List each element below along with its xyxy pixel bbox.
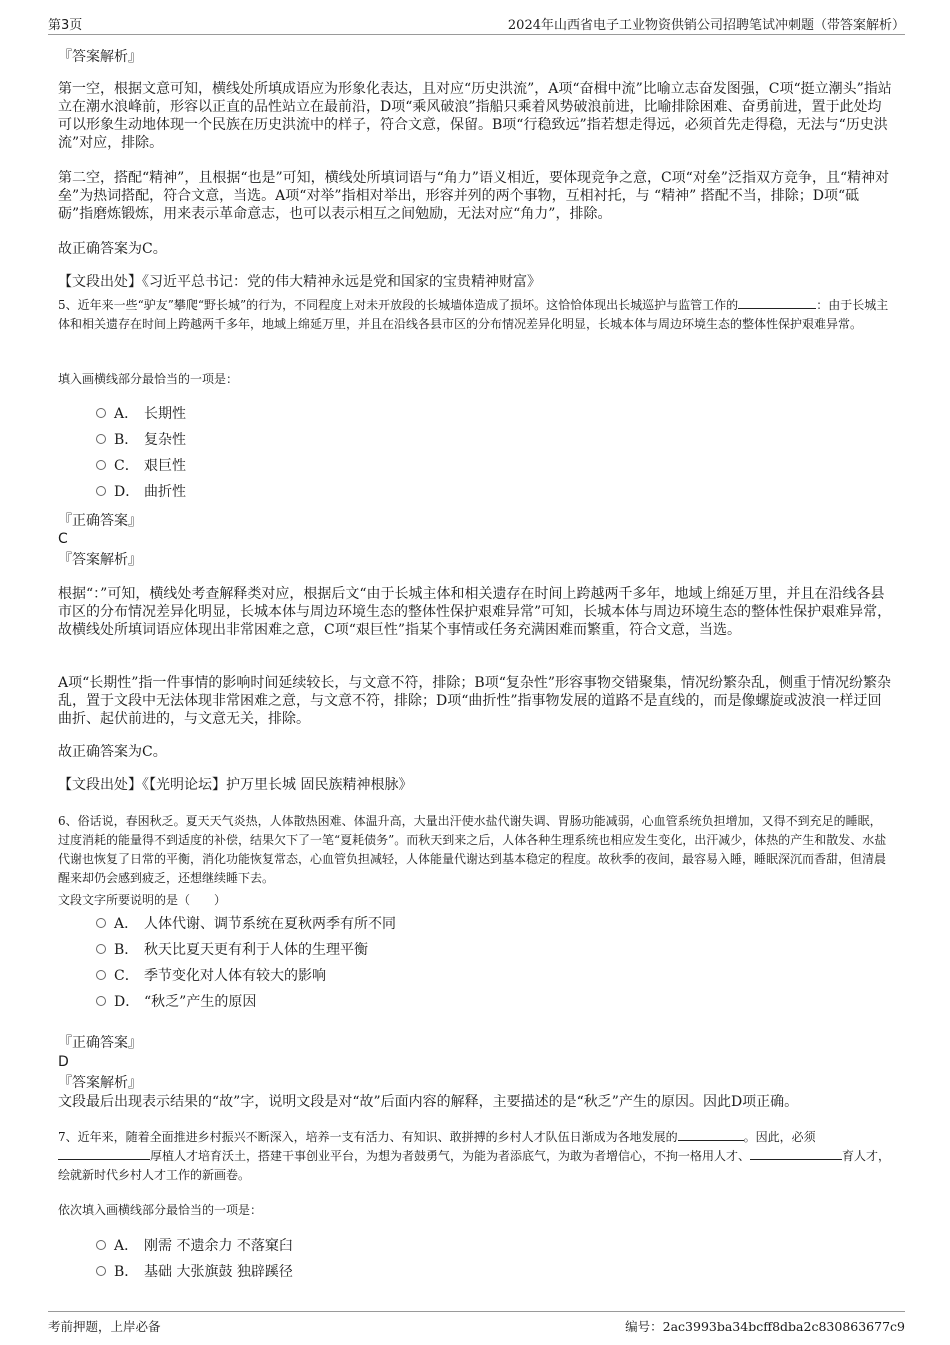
q6-answer: D: [58, 1054, 69, 1070]
radio-icon[interactable]: [96, 1240, 106, 1250]
q7-blank-2: [58, 1147, 150, 1160]
q7-stem-part: 7、近年来，随着全面推进乡村振兴不断深入，培养一支有活力、有知识、敢拼搏的乡村人才队伍日渐成为各地发展的: [58, 1130, 678, 1144]
page-number: 第3页: [48, 18, 83, 33]
q5-analysis-para1: 根据“：”可知，横线处考查解释类对应，根据后文“由于长城主体和相关遗存在时间上跨越两千多年，地域上绵延万里，并且在沿线各县市区的分布情况差异化明显，长城本体与周边环境生态的整体性保护艰难异常”可知，长城本体与周边环境生态的整体性保护艰难异常，故横线处所填词语应体现出非常困难之意，C项“艰巨性”指某个事情或任务充满困难而繁重，符合文意，当选。: [58, 586, 892, 638]
footer-serial: 编号：2ac3993ba34bcff8dba2c830863677c9: [625, 1319, 905, 1334]
q7-stem-part: 。因此，必须: [743, 1130, 816, 1144]
q5-stem-text-after: ：由于长城主体和相关遗存在时间上跨越两千多年，地域上绵延万里，并且在沿线各县市区的分布情况差异化明显，长城本体与周边环境生态的整体性保护艰难异常。: [58, 298, 889, 331]
radio-icon[interactable]: [96, 918, 106, 928]
q4-analysis-para1: 第一空，根据文意可知，横线处所填成语应为形象化表达，且对应“历史洪流”，A项“奋楫中流”比喻立志奋发图强，C项“挺立潮头”指站立在潮水浪峰前，形容以正直的品性站立在最前沿，D项“乘风破浪”指船只乘着风势破浪前进，比喻排除困难、奋勇前进，置于此处均可以形象生动地体现一个民族在历史洪流中的样子，符合文意，保留。B项“行稳致远”指若想走得远，必须首先走得稳，无法与“历史洪流”对应，排除。: [58, 81, 892, 151]
radio-icon[interactable]: [96, 1266, 106, 1276]
q4-analysis-label: 『答案解析』: [58, 49, 142, 65]
q5-option-d[interactable]: D． 曲折性: [96, 483, 186, 501]
q7-stem-part: 育人才，绘就新时代乡村人才工作的新画卷。: [58, 1149, 891, 1182]
q6-answer-label: 『正确答案』: [58, 1035, 142, 1051]
q7-option-a[interactable]: A． 刚需 不遗余力 不落窠臼: [96, 1237, 293, 1255]
q5-source: 【文段出处】《【光明论坛】护万里长城 固民族精神根脉》: [58, 777, 413, 793]
q5-stem-text: 5、近年来一些“驴友”攀爬“野长城”的行为，不同程度上对未开放段的长城墙体造成了损坏。这恰恰体现出长城巡护与监管工作的: [58, 298, 739, 312]
q6-option-a[interactable]: A． 人体代谢、调节系统在夏秋两季有所不同: [96, 915, 396, 933]
q5-conclusion: 故正确答案为C。: [58, 744, 167, 760]
radio-icon[interactable]: [96, 408, 106, 418]
q7-blank-1: [678, 1128, 744, 1141]
q7-blank-3: [750, 1147, 842, 1160]
q5-stem: [58, 296, 893, 334]
q4-conclusion: 故正确答案为C。: [58, 241, 167, 257]
q5-answer-label: 『正确答案』: [58, 513, 142, 529]
q5-analysis-label: 『答案解析』: [58, 552, 142, 568]
radio-icon[interactable]: [96, 486, 106, 496]
q5-analysis-para2: A项“长期性”指一件事情的影响时间延续较长，与文意不符，排除；B项“复杂性”形容事物交错聚集，情况纷繁杂乱，侧重于情况纷繁杂乱，置于文段中无法体现非常困难之意，与文意不符，排除；D项“曲折性”指事物发展的道路不是直线的，而是像螺旋或波浪一样迂回曲折、起伏前进的，与文意无关，排除。: [58, 675, 892, 727]
radio-icon[interactable]: [96, 996, 106, 1006]
q6-prompt: 文段文字所要说明的是（ ）: [58, 893, 227, 907]
q5-blank: [738, 296, 816, 309]
radio-icon[interactable]: [96, 944, 106, 954]
q6-stem: 6、俗话说，春困秋乏。夏天天气炎热，人体散热困难、体温升高，大量出汗使水盐代谢失调、胃肠功能减弱，心血管系统负担增加，又得不到充足的睡眠，过度消耗的能量得不到适度的补偿，结果欠下了一笔“夏耗债务”。而秋天到来之后，人体各种生理系统也相应发生变化，出汗减少，体热的产生和散发、水盐代谢也恢复了日常的平衡，消化功能恢复常态，心血管负担减轻，人体能量代谢达到基本稳定的程度。故秋季的夜间，最容易入睡，睡眠深沉而香甜，但清晨醒来却仍会感到疲乏，还想继续睡下去。: [58, 814, 887, 885]
q7-stem-part: 厚植人才培育沃土，搭建干事创业平台，为想为者鼓勇气，为能为者添底气，为敢为者增信心，不拘一格用人才、: [150, 1149, 751, 1163]
q4-source: 【文段出处】《习近平总书记：党的伟大精神永远是党和国家的宝贵精神财富》: [58, 274, 541, 290]
q5-option-c[interactable]: C． 艰巨性: [96, 457, 186, 475]
page-header: [48, 12, 905, 35]
radio-icon[interactable]: [96, 460, 106, 470]
q6-option-d[interactable]: D． “秋乏”产生的原因: [96, 993, 256, 1011]
q7-prompt: 依次填入画横线部分最恰当的一项是：: [58, 1203, 263, 1217]
radio-icon[interactable]: [96, 434, 106, 444]
document-title: 2024年山西省电子工业物资供销公司招聘笔试冲刺题（带答案解析）: [507, 18, 905, 33]
q6-analysis: 文段最后出现表示结果的“故”字，说明文段是对“故”后面内容的解释，主要描述的是“秋乏”产生的原因。因此D项正确。: [58, 1094, 799, 1110]
q7-option-b[interactable]: B． 基础 大张旗鼓 独辟蹊径: [96, 1263, 293, 1281]
q5-prompt: 填入画横线部分最恰当的一项是：: [58, 372, 239, 386]
q4-analysis-para2: 第二空，搭配“精神”，且根据“也是”可知，横线处所填词语与“角力”语义相近，要体现竞争之意，C项“对垒”泛指双方竞争，且“精神对垒”为热词搭配，符合文意，当选。A项“对举”指相对举出，形容并列的两个事物，互相衬托，与 “精神” 搭配不当，排除；D项“砥砺”指磨炼锻炼，用来表示革命意志，也可以表示相互之间勉励，无法对应“角力”，排除。: [58, 170, 890, 222]
footer-slogan: 考前押题，上岸必备: [48, 1319, 161, 1334]
q5-answer: C: [58, 531, 68, 547]
page-footer: [48, 1311, 905, 1336]
q5-option-b[interactable]: B． 复杂性: [96, 431, 186, 449]
radio-icon[interactable]: [96, 970, 106, 980]
q6-option-c[interactable]: C． 季节变化对人体有较大的影响: [96, 967, 326, 985]
q6-option-b[interactable]: B． 秋天比夏天更有利于人体的生理平衡: [96, 941, 368, 959]
q6-analysis-label: 『答案解析』: [58, 1075, 142, 1091]
q5-option-a[interactable]: A． 长期性: [96, 405, 186, 423]
q7-stem: [58, 1128, 893, 1185]
